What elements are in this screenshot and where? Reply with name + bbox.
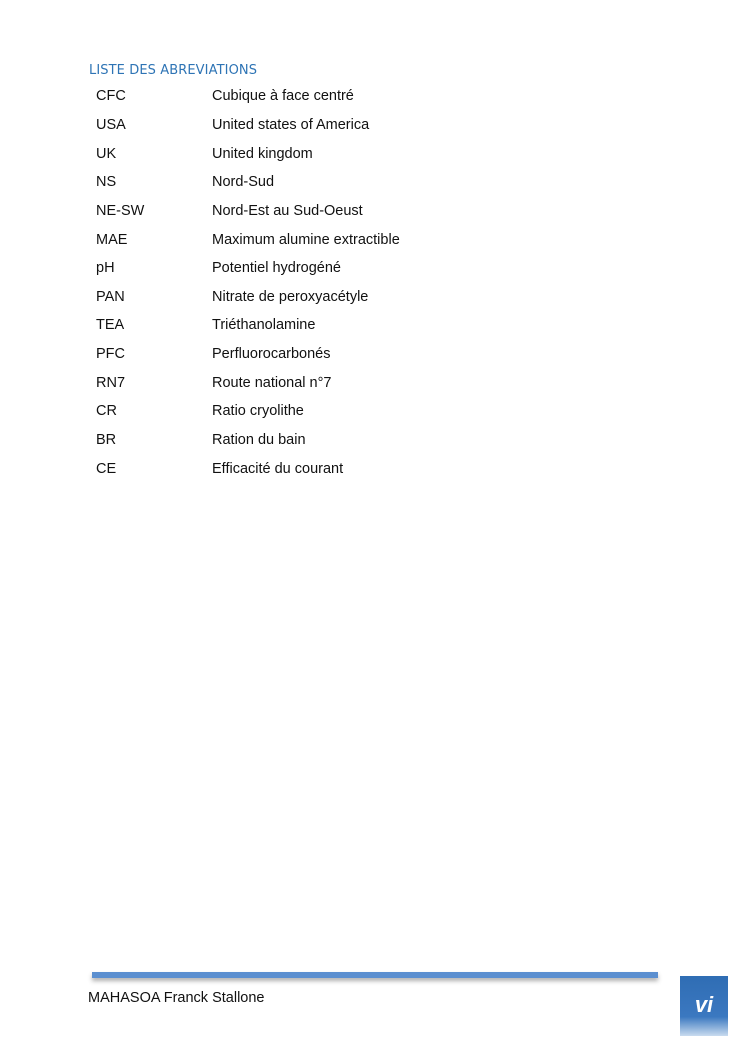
section-heading: LISTE DES ABREVIATIONS [89,63,258,78]
abbreviation-row [96,426,516,455]
page-number-box [680,976,728,1036]
abbreviation-term: BR [96,432,117,448]
abbreviation-definition: Ration du bain [212,432,306,448]
abbreviation-definition: Nord-Sud [212,174,275,191]
abbreviation-row [96,197,516,226]
abbreviation-term: UK [96,145,117,162]
abbreviation-definition: Nord-Est au Sud-Oeust [212,202,363,219]
abbreviation-definition: Maximum alumine extractible [212,231,400,248]
abbreviation-row [96,340,516,369]
abbreviation-row [96,311,516,340]
abbreviation-term: NE-SW [96,202,145,219]
abbreviation-row [96,82,516,111]
abbreviation-row [96,111,516,140]
abbreviation-term: CFC [96,88,126,105]
abbreviation-row [96,225,516,254]
abbreviation-term: TEA [96,317,125,334]
abbreviation-definition: Route national n°7 [212,374,332,391]
abbreviation-term: USA [96,116,126,133]
abbreviation-term: RN7 [96,374,126,391]
abbreviation-row [96,168,516,197]
page-number: vi [694,992,714,1017]
abbreviation-definition: Cubique à face centré [212,88,354,105]
abbreviation-definition: Triéthanolamine [212,317,316,334]
abbreviation-term: PAN [96,288,125,305]
abbreviation-definition: United kingdom [212,145,313,162]
abbreviation-definition: Ratio cryolithe [212,403,304,420]
abbreviation-term: CE [96,460,117,477]
abbreviation-term: MAE [96,231,128,248]
abbreviation-definition: Potentiel hydrogéné [212,260,341,277]
abbreviation-term: NS [96,174,117,191]
footer-author: MAHASOA Franck Stallone [88,990,265,1006]
abbreviation-row [96,454,516,483]
abbreviation-list [96,82,516,483]
abbreviation-row [96,282,516,311]
abbreviation-term: CR [96,403,117,420]
abbreviation-row [96,254,516,283]
abbreviation-term: pH [96,260,115,277]
footer-divider [92,972,658,978]
abbreviation-row [96,139,516,168]
abbreviation-term: PFC [96,346,125,363]
abbreviation-row [96,397,516,426]
abbreviation-definition: United states of America [212,116,370,133]
abbreviation-definition: Nitrate de peroxyacétyle [212,288,369,305]
abbreviation-definition: Perfluorocarbonés [212,346,331,363]
abbreviation-definition: Efficacité du courant [212,460,344,477]
abbreviation-row [96,368,516,397]
